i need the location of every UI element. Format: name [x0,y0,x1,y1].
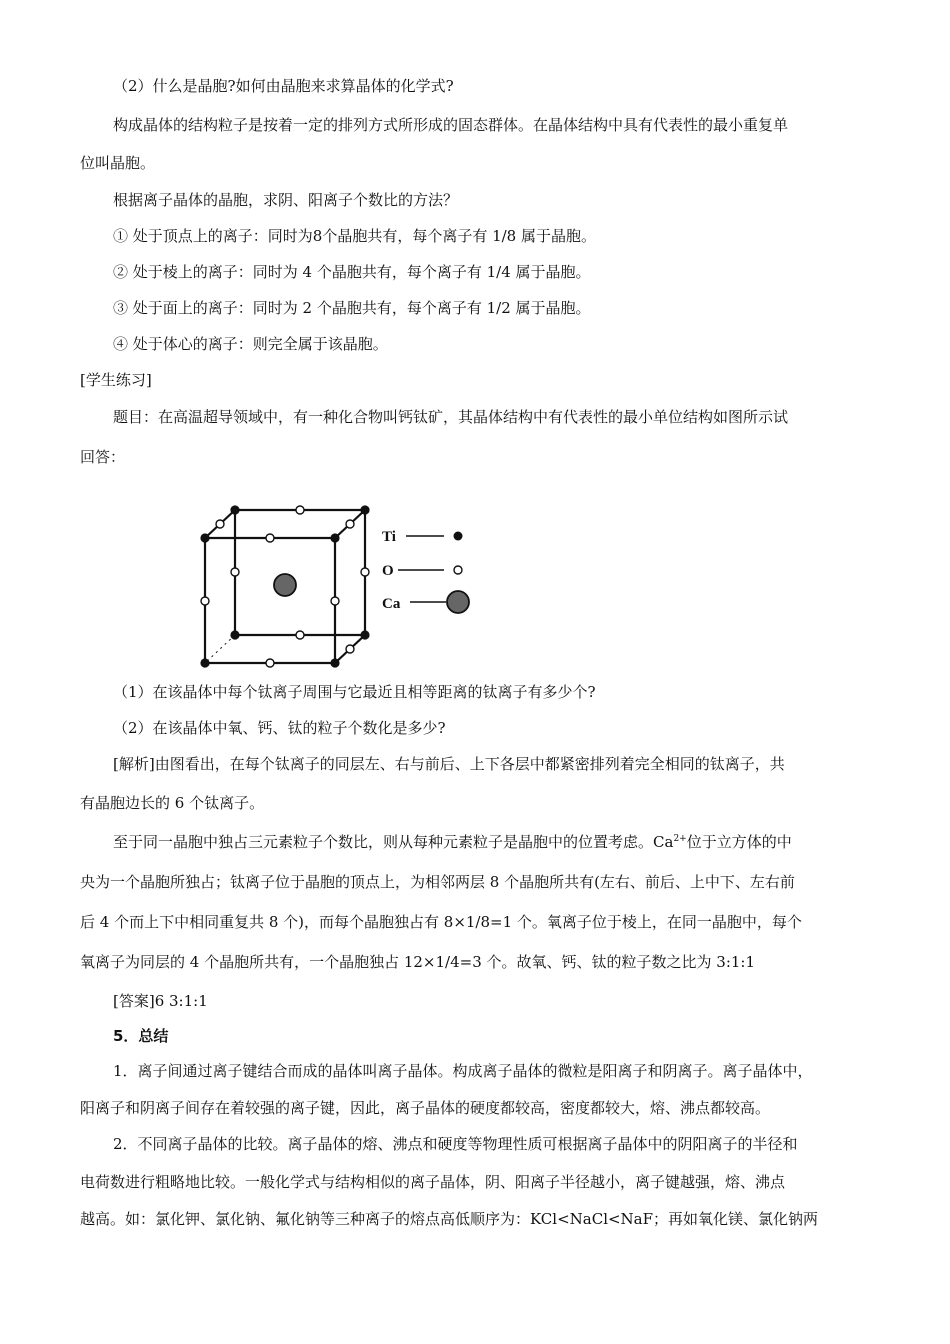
titanium-ion [360,505,369,514]
summary-p2-line-1: 2．不同离子晶体的比较。离子晶体的熔、沸点和硬度等物理性质可根据离子晶体中的阴阳离子的半径和 [113,1135,798,1153]
practice-heading: [学生练习] [80,371,152,389]
legend-ti-label: Ti [382,529,396,545]
calcium-ion [274,574,296,596]
analysis2-line-2: 央为一个晶胞所独占；钛离子位于晶胞的顶点上，为相邻两层 8 个晶胞所共有(左右、前后、上中下、左右前 [80,873,795,891]
titanium-ion [360,630,369,639]
method-title: 根据离子晶体的晶胞，求阴、阳离子个数比的方法？ [113,191,459,209]
rule-edge: ② 处于棱上的离子：同时为 4 个晶胞共有，每个离子有 1/4 属于晶胞。 [113,263,591,281]
titanium-ion [200,533,209,542]
perovskite-unit-cell-figure [190,490,490,675]
oxygen-ion [266,534,274,542]
oxygen-ion [296,631,304,639]
question-1: （1）在该晶体中每个钛离子周围与它最近且相等距离的钛离子有多少个? [113,683,596,701]
analysis-line-1: [解析]由图看出，在每个钛离子的同层左、右与前后、上下各层中都紧密排列着完全相同的钛离子，共 [113,755,785,773]
oxygen-ion [296,506,304,514]
problem-line-1: 题目：在高温超导领域中，有一种化合物叫钙钛矿，其晶体结构中有代表性的最小单位结构如图所示试 [113,408,789,426]
oxygen-ion [346,645,354,653]
question-unit-cell: （2）什么是晶胞?如何由晶胞来求算晶体的化学式? [113,77,454,95]
analysis2-line-1: 至于同一晶胞中独占三元素粒子个数比，则从每种元素粒子是晶胞中的位置考虑。$Ca^{2+}$位于立方体的中 [113,833,792,851]
legend [382,529,469,613]
rule-vertex: ① 处于顶点上的离子：同时为8个晶胞共有，每个离子有 1/8 属于晶胞。 [113,227,596,245]
titanium-ion [330,658,339,667]
oxygen-ion [361,568,369,576]
summary-p2-line-2: 电荷数进行粗略地比较。一般化学式与结构相似的离子晶体，阴、阳离子半径越小，离子键越强，熔、沸点 [80,1173,786,1191]
rule-body-center: ④ 处于体心的离子：则完全属于该晶胞。 [113,335,388,353]
summary-p1-line-1: 1．离子间通过离子键结合而成的晶体叫离子晶体。构成离子晶体的微粒是阳离子和阴离子。离子晶体中， [113,1062,813,1080]
oxygen-ion [266,659,274,667]
legend-o-symbol [454,566,462,574]
titanium-ion [230,505,239,514]
titanium-ion [200,658,209,667]
legend-ca-label: Ca [382,596,401,612]
answer: [答案]6 3:1:1 [113,992,208,1010]
summary-p2-line-3: 越高。如：氯化钾、氯化钠、氟化钠等三种离子的熔点高低顺序为：KCl<NaCl<NaF；再如氧化镁、氯化钠两 [80,1210,819,1228]
analysis-line-2: 有晶胞边长的 6 个钛离子。 [80,794,265,812]
rule-face: ③ 处于面上的离子：同时为 2 个晶胞共有，每个离子有 1/2 属于晶胞。 [113,299,591,317]
oxygen-ion [216,520,224,528]
hidden-edge [205,635,235,663]
analysis2-line-4: 氧离子为同层的 4 个晶胞所共有，一个晶胞独占 12×1/4=3 个。故氧、钙、钛的粒子数之比为 3:1:1 [80,953,756,971]
definition-line-1: 构成晶体的结构粒子是按着一定的排列方式所形成的固态群体。在晶体结构中具有代表性的最小重复单 [113,116,789,134]
oxygen-ion [201,597,209,605]
legend-o-label: O [382,563,394,579]
legend-ca-symbol [447,591,469,613]
definition-line-2: 位叫晶胞。 [80,154,156,172]
titanium-ion [230,630,239,639]
analysis2-line-3: 后 4 个而上下中相同重复共 8 个)，而每个晶胞独占有 8×1/8=1 个。氧离子位于棱上，在同一晶胞中，每个 [80,913,802,931]
calcium-charge: 2+ [673,834,687,844]
oxygen-ion [231,568,239,576]
summary-heading: 5．总结 [113,1027,169,1045]
oxygen-ion [346,520,354,528]
legend-ti-symbol [454,532,463,541]
summary-p1-line-2: 阳离子和阴离子间存在着较强的离子键，因此，离子晶体的硬度都较高，密度都较大，熔、沸点都较高。 [80,1099,771,1117]
titanium-ion [330,533,339,542]
question-2: （2）在该晶体中氧、钙、钛的粒子个数化是多少? [113,719,446,737]
oxygen-ion [331,597,339,605]
problem-line-2: 回答： [80,448,126,466]
